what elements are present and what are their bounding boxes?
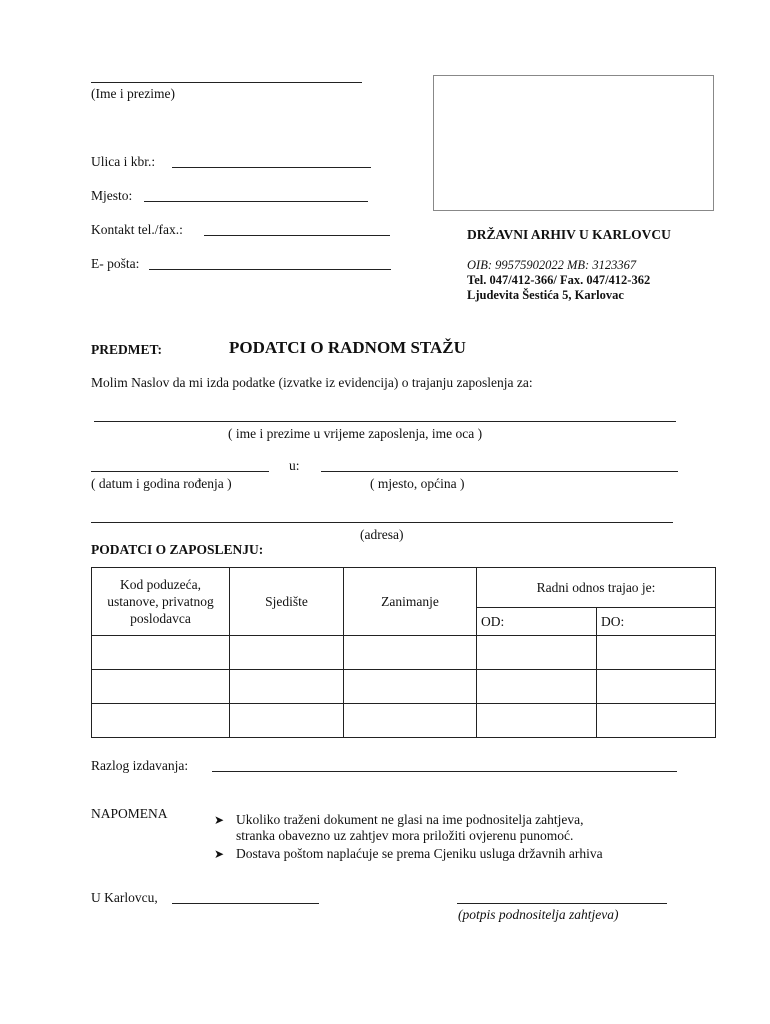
subject-label: PREDMET: (91, 342, 162, 357)
subject-title: PODATCI O RADNOM STAŽU (229, 338, 466, 357)
applicant-name-caption: (Ime i prezime) (91, 86, 175, 101)
table-cell[interactable] (597, 636, 716, 670)
employee-name-caption: ( ime i prezime u vrijeme zaposlenja, ime oca ) (228, 426, 483, 441)
col-header-employer: Kod poduzeća, ustanove, privatnog poslodavca (92, 568, 230, 636)
table-cell[interactable] (597, 704, 716, 738)
email-label: E- pošta: (91, 256, 140, 271)
table-cell[interactable] (92, 670, 230, 704)
table-cell[interactable] (230, 636, 344, 670)
col-header-duration: Radni odnos trajao je: (477, 568, 716, 608)
place-caption: ( mjesto, općina ) (370, 476, 465, 491)
contact-line[interactable] (204, 235, 390, 236)
reason-label: Razlog izdavanja: (91, 758, 189, 773)
contact-label: Kontakt tel./fax.: (91, 222, 183, 237)
reason-line[interactable] (212, 771, 677, 772)
birth-line[interactable] (91, 471, 269, 472)
col-header-seat: Sjedište (230, 568, 344, 636)
signature-line[interactable] (457, 903, 667, 904)
applicant-name-line[interactable] (91, 82, 362, 83)
table-row (92, 704, 716, 738)
employee-name-line[interactable] (94, 421, 676, 422)
stamp-box (433, 75, 714, 211)
institution-name: DRŽAVNI ARHIV U KARLOVCU (467, 227, 671, 242)
street-line[interactable] (172, 167, 371, 168)
signature-caption: (potpis podnositelja zahtjeva) (458, 907, 619, 922)
table-cell[interactable] (477, 704, 597, 738)
table-cell[interactable] (477, 636, 597, 670)
u-label: u: (289, 458, 300, 473)
place-label: Mjesto: (91, 188, 133, 203)
col-header-to: DO: (597, 608, 716, 636)
col-header-from: OD: (477, 608, 597, 636)
table-cell[interactable] (597, 670, 716, 704)
email-line[interactable] (149, 269, 391, 270)
table-cell[interactable] (92, 636, 230, 670)
request-text: Molim Naslov da mi izda podatke (izvatke iz evidencija) o trajanju zaposlenja za: (91, 375, 533, 390)
institution-phone: Tel. 047/412-366/ Fax. 047/412-362 (467, 273, 651, 287)
table-cell[interactable] (230, 670, 344, 704)
birthplace-line[interactable] (321, 471, 678, 472)
arrow-bullet-icon: ➤ (214, 813, 225, 827)
note-item-2: Dostava poštom naplaćuje se prema Cjeniku usluga državnih arhiva (236, 846, 603, 861)
table-row (92, 670, 716, 704)
note-label: NAPOMENA (91, 806, 168, 821)
footer-place-label: U Karlovcu, (91, 890, 158, 905)
employment-heading: PODATCI O ZAPOSLENJU: (91, 542, 264, 557)
street-label: Ulica i kbr.: (91, 154, 156, 169)
address-caption: (adresa) (360, 527, 404, 542)
table-cell[interactable] (477, 670, 597, 704)
col-header-occupation: Zanimanje (344, 568, 477, 636)
table-cell[interactable] (344, 636, 477, 670)
place-line[interactable] (144, 201, 368, 202)
table-cell[interactable] (230, 704, 344, 738)
table-row (92, 636, 716, 670)
date-line[interactable] (172, 903, 319, 904)
table-cell[interactable] (344, 670, 477, 704)
institution-ids: OIB: 99575902022 MB: 3123367 (467, 258, 637, 272)
note-item-1-line-1: Ukoliko traženi dokument ne glasi na ime podnositelja zahtjeva, (236, 812, 584, 827)
institution-address: Ljudevita Šestića 5, Karlovac (467, 288, 624, 302)
address-line[interactable] (91, 522, 673, 523)
birth-caption: ( datum i godina rođenja ) (91, 476, 232, 491)
arrow-bullet-icon: ➤ (214, 847, 225, 861)
employment-table (91, 567, 716, 738)
table-cell[interactable] (344, 704, 477, 738)
table-cell[interactable] (92, 704, 230, 738)
note-item-1-line-2: stranka obavezno uz zahtjev mora priložiti ovjerenu punomoć. (236, 828, 574, 843)
